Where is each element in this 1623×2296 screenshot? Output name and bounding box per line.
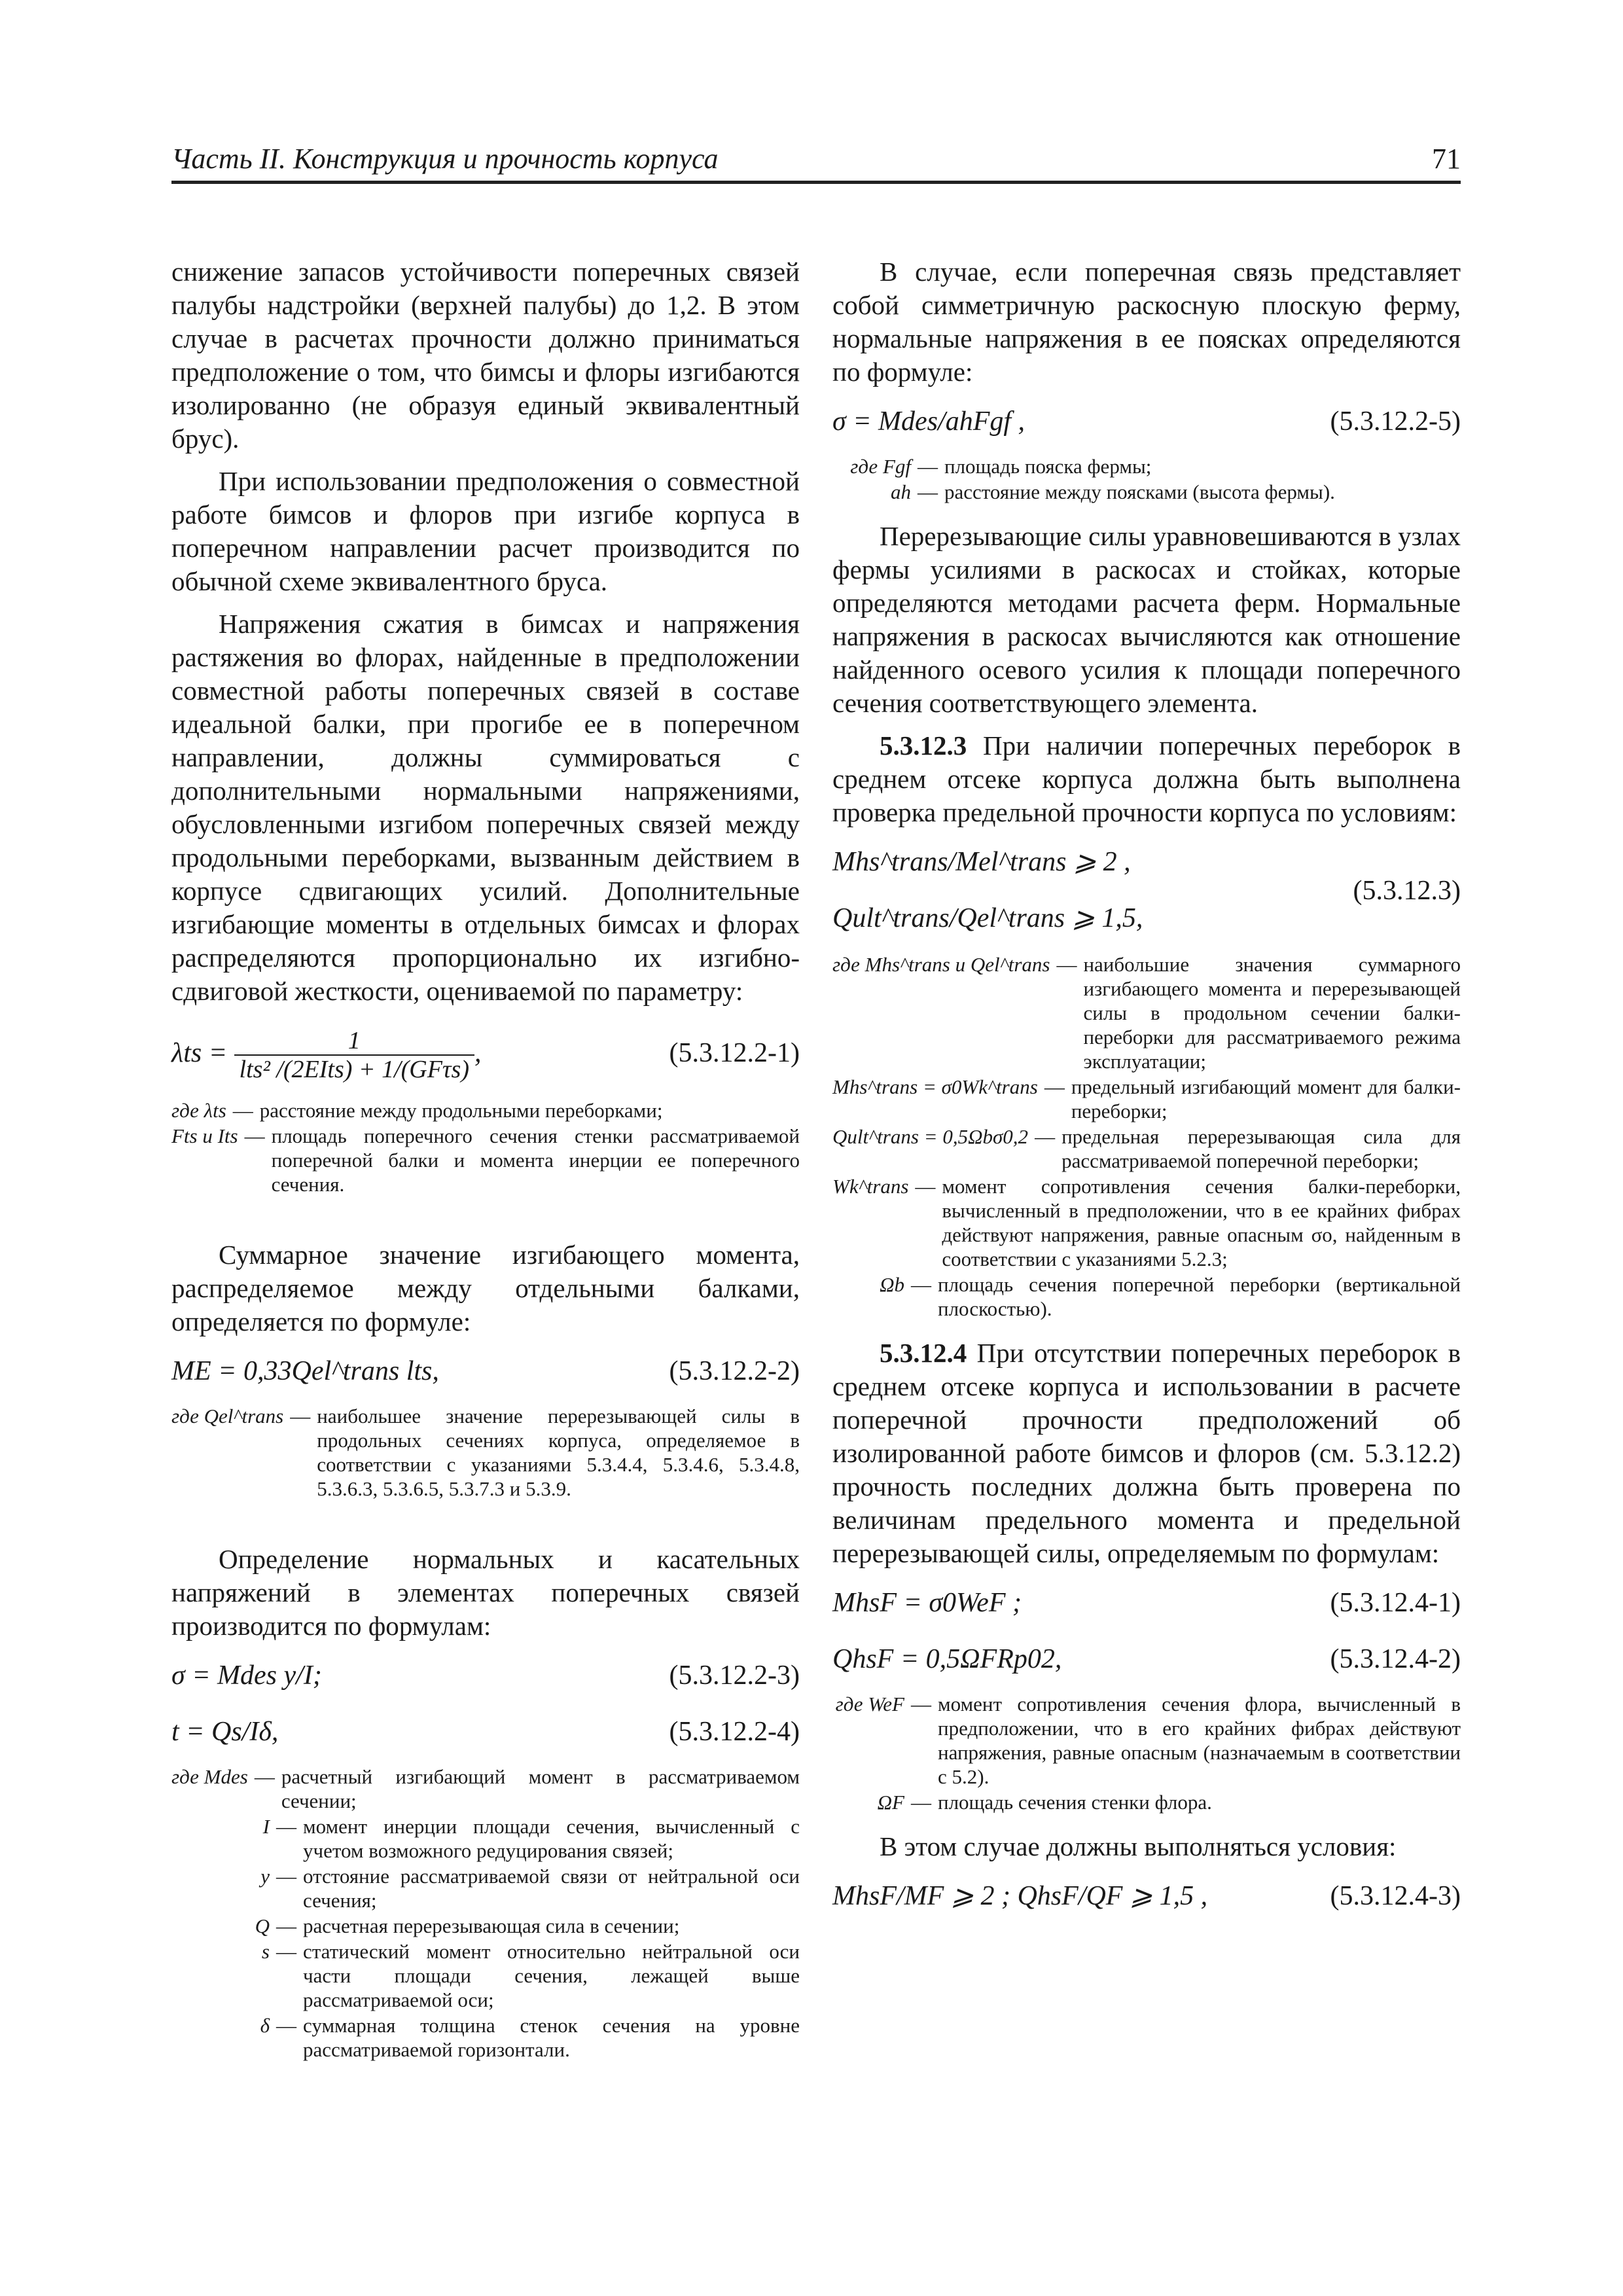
paragraph-text: При отсутствии поперечных переборок в среднем отсеке корпуса и использовании в расчете поперечной прочности предположений об изолированной работе бимсов и флоров (см. 5.3.12.2) прочность последних должна быть проверена по величинам предельного момента и предельной перерезывающей силы, определяемым по формулам: xyxy=(832,1338,1461,1568)
equation-number: (5.3.12.4-1) xyxy=(1330,1588,1461,1618)
definition: ΩF — площадь сечения стенки флора. xyxy=(832,1790,1461,1814)
formula-5-3-12-4-2 xyxy=(832,1636,1461,1683)
formula-tail: , xyxy=(474,1038,482,1068)
definition: Ωb — площадь сечения поперечной переборки (вертикальной плоскостью). xyxy=(832,1272,1461,1321)
paragraph-5-3-12-3 xyxy=(832,729,1461,829)
fraction xyxy=(234,1027,474,1083)
definition: s — статический момент относительно нейтральной оси части площади сечения, лежащей выше рассматриваемой оси; xyxy=(171,1939,800,2012)
paragraph: В этом случае должны выполняться условия: xyxy=(880,1831,1397,1861)
formula-5-3-12-4-3 xyxy=(832,1873,1461,1920)
definition-text: площадь поперечного сечения стенки рассматриваемой поперечной балки и момента инерции ее поперечного сечения. xyxy=(271,1124,800,1196)
formula-5-3-12-2-5 xyxy=(832,398,1461,445)
definition: Qult^trans = 0,5Ωbσ0,2 — предельная перерезывающая сила для рассматриваемой поперечной переборки; xyxy=(832,1125,1461,1172)
formula-lhs: λts = xyxy=(171,1038,228,1068)
formula-5-3-12-4-1 xyxy=(832,1579,1461,1626)
definition-text: суммарная толщина стенок сечения на уровне рассматриваемой горизонтали. xyxy=(303,2014,800,2061)
paragraph: В случае, если поперечная связь представляет собой симметричную раскосную плоскую ферму, нормальные напряжения в ее поясках определяются по формуле: xyxy=(832,257,1461,387)
definition-text: наибольшее значение перерезывающей силы в продольных сечениях корпуса, определяемое в соответствии с указаниями 5.3.4.4, 5.3.4.6, 5.3.4.8, 5.3.6.3, 5.3.6.5, 5.3.7.3 и 5.3.9. xyxy=(317,1405,800,1500)
equation-number: (5.3.12.2-4) xyxy=(669,1717,800,1747)
page-header xyxy=(171,140,1461,184)
definitions xyxy=(171,1098,800,1196)
definition-symbol: s xyxy=(261,1940,270,1963)
definition-text: площадь пояска фермы; xyxy=(944,455,1152,478)
section-number: 5.3.12.3 xyxy=(880,730,967,761)
definition: где WeF — момент сопротивления сечения флора, вычисленный в предположении, что в его крайних фибрах действуют напряжения, равные опасным (назначаемым в соответствии с 5.2). xyxy=(832,1692,1461,1789)
definition-text: площадь сечения поперечной переборки (вертикальной плоскостью). xyxy=(938,1273,1461,1320)
definition: Fts и Its — площадь поперечного сечения стенки рассматриваемой поперечной балки и момента инерции ее поперечного сечения. xyxy=(171,1124,800,1196)
equation-number: (5.3.12.2-5) xyxy=(1330,406,1461,437)
formula-expression xyxy=(171,1017,481,1089)
definition-symbol: Qult^trans = 0,5Ωbσ0,2 xyxy=(832,1125,1029,1148)
paragraph: снижение запасов устойчивости поперечных связей палубы надстройки (верхней палубы) до 1,2. В этом случае в расчетах прочности должно приниматься предположение о том, что бимсы и флоры изгибаются изолированно (не образуя единый эквивалентный брус). xyxy=(171,257,800,454)
definition: δ — суммарная толщина стенок сечения на уровне рассматриваемой горизонтали. xyxy=(171,2013,800,2062)
definition-text: момент сопротивления сечения флора, вычисленный в предположении, что в его крайних фибрах действуют напряжения, равные опасным (назначаемым в соответствии с 5.2). xyxy=(938,1693,1461,1788)
definition: Wk^trans — момент сопротивления сечения балки-переборки, вычисленный в предположении, что в ее крайних фибрах действуют напряжения, равные опасным σo, найденным в соответствии с указаниями 5.2.3; xyxy=(832,1175,1461,1270)
definition-symbol: ΩF xyxy=(877,1791,904,1814)
definition-symbol: где Mhs^trans и Qel^trans xyxy=(832,953,1050,976)
formula-5-3-12-2-1 xyxy=(171,1017,800,1089)
definition-text: отстояние рассматриваемой связи от нейтральной оси сечения; xyxy=(303,1865,800,1912)
paragraph: Перерезывающие силы уравновешиваются в узлах фермы усилиями в раскосах и стойках, которые определяются методами расчета ферм. Нормальные напряжения в раскосах вычисляются как отношение найденного осевого усилия к площади поперечного сечения соответствующего элемента. xyxy=(832,521,1461,718)
definition: Mhs^trans = σ0Wk^trans — предельный изгибающий момент для балки-переборки; xyxy=(832,1075,1461,1122)
formula-expression: σ = Mdes/ahFgf , xyxy=(832,406,1026,437)
page-number: 71 xyxy=(1432,143,1461,175)
definition-symbol: I xyxy=(262,1815,270,1838)
formula-expression: ME = 0,33Qel^trans lts, xyxy=(171,1356,439,1386)
definition: где Fgf — площадь пояска фермы; xyxy=(832,454,1461,478)
definition-symbol: δ xyxy=(260,2014,270,2037)
definition-text: наибольшие значения суммарного изгибающего момента и перерезывающей силы в продольном сечении балки-переборки для рассматриваемого режима эксплуатации; xyxy=(1083,953,1461,1073)
definitions xyxy=(832,454,1461,504)
definition-symbol: Ωb xyxy=(880,1273,904,1296)
left-column xyxy=(171,255,800,2077)
paragraph: Определение нормальных и касательных напряжений в элементах поперечных связей производится по формулам: xyxy=(171,1544,800,1641)
formula-expression: t = Qs/Iδ, xyxy=(171,1717,279,1747)
equation-number: (5.3.12.3) xyxy=(1353,876,1461,906)
definition: где Mhs^trans и Qel^trans — наибольшие значения суммарного изгибающего момента и перерезывающей силы в продольном сечении балки-переборки для рассматриваемого режима эксплуатации; xyxy=(832,953,1461,1073)
right-column xyxy=(832,255,1461,1929)
definition-symbol: где λts xyxy=(171,1099,226,1122)
definition-text: расчетная перерезывающая сила в сечении; xyxy=(303,1914,680,1937)
definitions xyxy=(832,952,1461,1321)
definition-symbol: Mhs^trans = σ0Wk^trans xyxy=(832,1075,1038,1098)
equation-number: (5.3.12.4-2) xyxy=(1330,1644,1461,1674)
section-number: 5.3.12.4 xyxy=(880,1338,967,1368)
equation-number: (5.3.12.2-3) xyxy=(669,1660,800,1691)
fraction-numerator: 1 xyxy=(234,1027,474,1056)
definition: где Qel^trans — наибольшее значение перерезывающей силы в продольных сечениях корпуса, определяемое в соответствии с указаниями 5.3.4.4, 5.3.4.6, 5.3.4.8, 5.3.6.3, 5.3.6.5, 5.3.7.3 и 5.3.9. xyxy=(171,1405,800,1500)
definitions xyxy=(832,1692,1461,1814)
definitions xyxy=(171,1404,800,1501)
equation-number: (5.3.12.2-1) xyxy=(669,1038,800,1068)
definition-text: расстояние между продольными переборками; xyxy=(259,1099,663,1122)
formula-line: Qult^trans/Qel^trans ⩾ 1,5, xyxy=(832,903,1143,933)
fraction-denominator: lts² /(2EIts) + 1/(GFτs) xyxy=(239,1056,469,1084)
definition-symbol: где Mdes xyxy=(171,1765,248,1788)
definition-text: расчетный изгибающий момент в рассматриваемом сечении; xyxy=(281,1765,800,1812)
definitions xyxy=(171,1765,800,2062)
formula-expression: QhsF = 0,5ΩFRp02, xyxy=(832,1644,1062,1674)
definition-text: момент сопротивления сечения балки-переборки, вычисленный в предположении, что в ее крайних фибрах действуют напряжения, равные опасным σo, найденным в соответствии с указаниями 5.2.3; xyxy=(942,1175,1461,1270)
formula-expression: σ = Mdes y/I; xyxy=(171,1660,322,1691)
paragraph-5-3-12-4 xyxy=(832,1336,1461,1570)
definition-symbol: где Fgf xyxy=(850,455,911,478)
formula-5-3-12-2-2 xyxy=(171,1348,800,1395)
definition-symbol: y xyxy=(260,1865,270,1888)
definition-symbol: где WeF xyxy=(835,1693,904,1715)
definition-symbol: Q xyxy=(255,1914,270,1937)
definition-text: площадь сечения стенки флора. xyxy=(938,1791,1212,1814)
equation-number: (5.3.12.2-2) xyxy=(669,1356,800,1386)
formula-line: Mhs^trans/Mel^trans ⩾ 2 , xyxy=(832,847,1131,877)
paragraph-text: При наличии поперечных переборок в среднем отсеке корпуса должна быть выполнена проверка предельной прочности корпуса по условиям: xyxy=(832,730,1461,827)
definition-text: предельная перерезывающая сила для рассматриваемой поперечной переборки; xyxy=(1061,1125,1461,1172)
definition-text: момент инерции площади сечения, вычисленный с учетом возможного редуцирования связей; xyxy=(303,1815,800,1862)
definition-text: предельный изгибающий момент для балки-переборки; xyxy=(1071,1075,1461,1122)
equation-number: (5.3.12.4-3) xyxy=(1330,1881,1461,1911)
formula-5-3-12-3 xyxy=(832,838,1461,943)
definition: Q — расчетная перерезывающая сила в сечении; xyxy=(171,1914,800,1938)
definition: I — момент инерции площади сечения, вычисленный с учетом возможного редуцирования связей; xyxy=(171,1814,800,1863)
formula-expression: MhsF = σ0WeF ; xyxy=(832,1588,1022,1618)
definition: где λts — расстояние между продольными переборками; xyxy=(171,1098,800,1122)
formula-expression: MhsF/MF ⩾ 2 ; QhsF/QF ⩾ 1,5 , xyxy=(832,1881,1208,1911)
running-title: Часть II. Конструкция и прочность корпуса xyxy=(171,143,719,175)
formula-5-3-12-2-3 xyxy=(171,1652,800,1699)
definition: где Mdes — расчетный изгибающий момент в рассматриваемом сечении; xyxy=(171,1765,800,1812)
paragraph: При использовании предположения о совместной работе бимсов и флоров при изгибе корпуса в поперечном направлении расчет производится по обычной схеме эквивалентного бруса. xyxy=(171,466,800,596)
definition: ah — расстояние между поясками (высота фермы). xyxy=(832,480,1461,504)
paragraph: Суммарное значение изгибающего момента, распределяемое между отдельными балками, определяется по формуле: xyxy=(171,1240,800,1336)
definition-text: статический момент относительно нейтральной оси части площади сечения, лежащей выше рассматриваемой оси; xyxy=(303,1940,800,2011)
definition-text: расстояние между поясками (высота фермы). xyxy=(944,480,1335,503)
definition-symbol: Fts и Its xyxy=(171,1124,238,1147)
definition-symbol: где Qel^trans xyxy=(171,1405,284,1427)
paragraph: Напряжения сжатия в бимсах и напряжения растяжения во флорах, найденные в предположении совместной работы поперечных связей в составе идеальной балки, при прогибе ее в поперечном направлении, должны суммироваться с дополнительными нормальными напряжениями, обусловленными изгибом поперечных связей между продольными переборками, вызванным действием в корпусе сдвигающих усилий. Дополнительные изгибающие моменты в отдельных бимсах и флорах распределяются пропорционально их изгибно-сдвиговой жесткости, оцениваемой по параметру: xyxy=(171,609,800,1006)
definition: y — отстояние рассматриваемой связи от нейтральной оси сечения; xyxy=(171,1864,800,1912)
definition-symbol: ah xyxy=(891,480,911,503)
definition-symbol: Wk^trans xyxy=(832,1175,909,1198)
formula-5-3-12-2-4 xyxy=(171,1708,800,1755)
